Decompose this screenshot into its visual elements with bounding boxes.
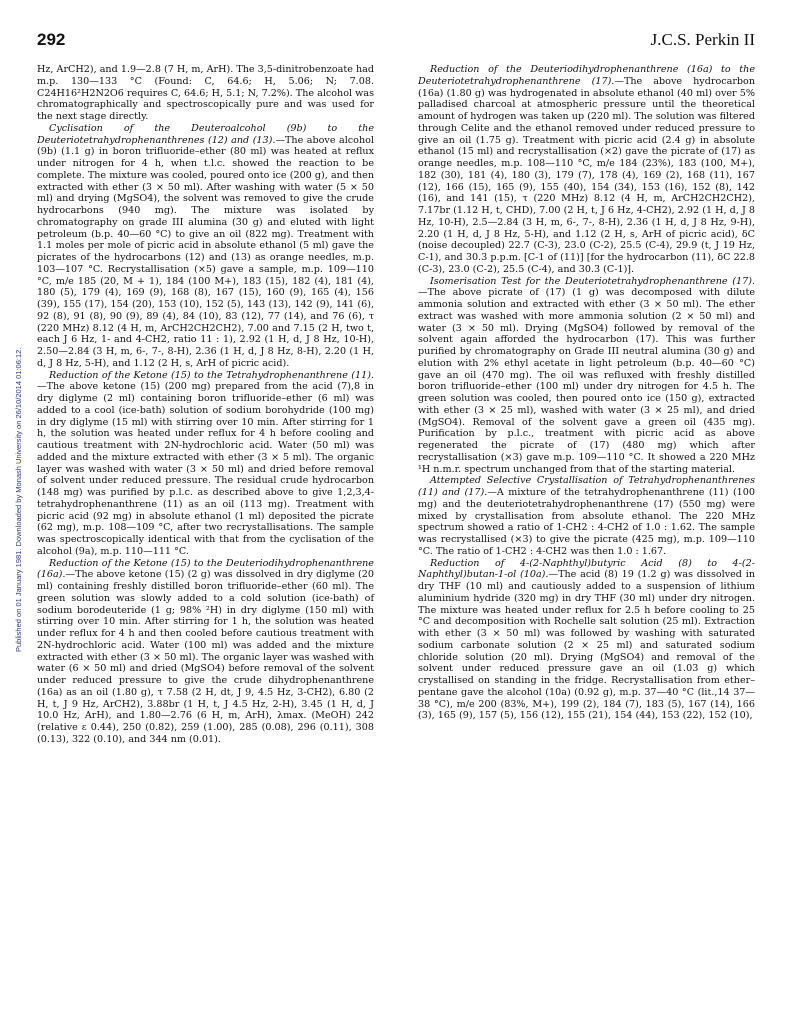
paragraph	[418, 64, 755, 276]
paragraph-heading: Reduction of the Ketone (15) to the Tetrahydrophenanthrene (11).	[49, 369, 374, 381]
paragraph	[418, 276, 755, 476]
paragraph-text: Hz, ArCH2), and 1.9—2.8 (7 H, m, ArH). The 3,5-dinitrobenzoate had m.p. 130—133 °C (Found: C, 64.6; H, 5.06; N; 7.08. C24H16²H2N2O6 requires C, 64.6; H, 5.1; N, 7.2%). The alcohol was chromatographically and spectroscopically pure and was used for the next stage directly.	[37, 64, 374, 122]
paragraph-heading: Reduction of the Ketone (15) to the Deuteriodihydrophenanthrene (16a).	[37, 557, 374, 581]
paragraph	[37, 123, 374, 370]
paragraph-heading: Isomerisation Test for the Deuteriotetrahydrophenanthrene (17).	[430, 275, 755, 287]
publication-side-note: Published on 01 January 1981. Downloaded by Monash University on 26/10/2014 01:06:12.	[14, 347, 23, 653]
paragraph-heading: Attempted Selective Crystallisation of Tetrahydrophenanthrenes (11) and (17).	[418, 475, 755, 498]
paragraph	[37, 558, 374, 746]
paragraph-text: —The acid (8) 19 (1.2 g) was dissolved in dry THF (10 ml) and cautiously added to a suspension of lithium aluminium hydride (320 mg) in dry THF (30 ml) under dry nitrogen. The mixture was heated under reflux for 2.5 h before cooling to 25 °C and decomposition with Rochelle salt solution (25 ml). Extraction with ether (3 × 50 ml) was followed by washing with saturated sodium carbonate solution (2 × 25 ml) and saturated sodium chloride solution (20 ml). Drying (MgSO4) and removal of the solvent under reduced pressure gave an oil (1.03 g) which crystallised on standing in the fridge. Recrystallisation from ether–pentane gave the alcohol (10a) (0.92 g), m.p. 37—40 °C (lit.,14 37—38 °C), m/e 200 (83%, M+), 199 (2), 184 (7), 183 (5), 167 (14), 166 (3), 165 (9), 157 (5), 156 (12), 155 (21), 154 (44), 153 (22), 152 (10),	[418, 569, 755, 722]
page-header	[37, 30, 755, 54]
paragraph-text: —The above ketone (15) (2 g) was dissolved in dry diglyme (20 ml) containing freshly distilled boron trifluoride–ether (60 ml). The green solution was slowly added to a cold solution (ice-bath) of sodium borodeuteride (1 g; 98% ²H) in dry diglyme (150 ml) with stirring over 10 min. After stirring for 1 h, the solution was heated under reflux for 4 h and then cooled before cautious treatment with 2N-hydrochloric acid. Water (100 ml) was added and the mixture extracted with ether (3 × 50 ml). The organic layer was washed with water (6 × 50 ml) and dried (MgSO4) before removal of the solvent under reduced pressure to give the crude dihydrophenanthrene (16a) as an oil (1.80 g), τ 7.58 (2 H, dt, J 9, 4.5 Hz, 3-CH2), 6.80 (2 H, t, J 9 Hz, ArCH2), 3.88br (1 H, t, J 4.5 Hz, 2-H), 3.45 (1 H, d, J 10.0 Hz, ArH), and 1.80—2.76 (6 H, m, ArH), λmax. (MeOH) 242 (relative ε 0.44), 250 (0.82), 259 (1.00), 285 (0.08), 296 (0.11), 308 (0.13), 322 (0.10), and 344 nm (0.01).	[37, 569, 374, 745]
paragraph	[418, 475, 755, 557]
left-column	[37, 64, 374, 746]
paragraph-text: —The above alcohol (9b) (1.1 g) in boron trifluoride–ether (80 ml) was heated at reflux under nitrogen for 4 h, when t.l.c. showed the reaction to be complete. The mixture was cooled, poured onto ice (200 g), and then extracted with ether (3 × 50 ml). After washing with water (5 × 50 ml) and drying (MgSO4), the solvent was removed to give the crude hydrocarbons (940 mg). The mixture was isolated by chromatography on grade III alumina (30 g) and eluted with light petroleum (b.p. 40—60 °C) to give an oil (822 mg). Treatment with 1.1 moles per mole of picric acid in absolute ethanol (5 ml) gave the picrates of the hydrocarbons (12) and (13) as orange needles, m.p. 103—107 °C. Recrystallisation (×5) gave a sample, m.p. 109—110 °C, m/e 185 (20, M + 1), 184 (100 M+), 183 (15), 182 (4), 181 (4), 180 (5), 179 (4), 169 (9), 168 (8), 167 (15), 160 (9), 165 (4), 156 (39), 155 (17), 154 (20), 153 (10), 152 (5), 143 (13), 142 (9), 141 (6), 92 (8), 91 (8), 90 (9), 89 (4), 84 (10), 83 (12), 77 (14), and 76 (6), τ (220 MHz) 8.12 (4 H, m, ArCH2CH2CH2), 7.00 and 7.15 (2 H, two t, each J 6 Hz, 1- and 4-CH2, ratio 11 : 1), 2.92 (1 H, d, J 8 Hz, 10-H), 2.50—2.84 (3 H, m, 6-, 7-, 8-H), 2.36 (1 H, d, J 8 Hz, 8-H), 2.20 (1 H, d, J 8 Hz, 5-H), and 1.12 (2 H, s, ArH of picric acid).	[37, 134, 374, 369]
paragraph-text: —The above ketone (15) (200 mg) prepared from the acid (7),8 in dry diglyme (2 ml) containing boron trifluoride–ether (6 ml) was added to a cool (ice-bath) solution of sodium borohydride (100 mg) in dry diglyme (15 ml) with stirring over 10 min. After stirring for 1 h, the solution was heated under reflux for 4 h before cooling and cautious treatment with 2N-hydrochloric acid. Water (50 ml) was added and the mixture extracted with ether (3 × 5 ml). The organic layer was washed with water (3 × 50 ml) and dried before removal of solvent under reduced pressure. The residual crude hydrocarbon (148 mg) was purified by p.l.c. as described above to give 1,2,3,4-tetrahydrophenanthrene (11) as an oil (113 mg). Treatment with picric acid (92 mg) in absolute ethanol (1 ml) deposited the picrate (62 mg), m.p. 108—109 °C, after two recrystallisations. The sample was spectroscopically identical with that from the cyclisation of the alcohol (9a), m.p. 110—111 °C.	[37, 381, 374, 557]
paragraph-text: —A mixture of the tetrahydrophenanthrene (11) (100 mg) and the deuteriotetrahydrophenanthrene (17) (550 mg) were mixed by crystallisation from absolute ethanol. The 220 MHz spectrum showed a ratio of 1-CH2 : 4-CH2 of 1.0 : 1.62. The sample was recrystallised (×3) to give the picrate (425 mg), m.p. 109—110 °C. The ratio of 1-CH2 : 4-CH2 was then 1.0 : 1.67.	[418, 487, 755, 557]
page-number: 292	[37, 30, 66, 49]
paragraph-text: —The above picrate of (17) (1 g) was decomposed with dilute ammonia solution and extracted with ether (3 × 50 ml). The ether extract was washed with more ammonia solution (2 × 50 ml) and water (3 × 50 ml). Drying (MgSO4) followed by removal of the solvent again afforded the hydrocarbon (17). This was further purified by chromatography on Grade III neutral alumina (30 g) and elution with 2% ethyl acetate in light petroleum (b.p. 40—60 °C) gave an oil (470 mg). The oil was refluxed with freshly distilled boron trifluoride–ether (100 ml) under dry nitrogen for 4.5 h. The green solution was cooled, then poured onto ice (150 g), extracted with ether (3 × 25 ml), washed with water (3 × 25 ml), and dried (MgSO4). Removal of the solvent gave a green oil (435 mg). Purification by p.l.c., treatment with picric acid as above regenerated the picrate of (17) (480 mg) which after recrystallisation (×3) gave m.p. 109—110 °C. It showed a 220 MHz ¹H n.m.r. spectrum unchanged from that of the starting material.	[418, 287, 755, 475]
paragraph	[418, 558, 755, 723]
paragraph-heading: Cyclisation of the Deuteroalcohol (9b) to the Deuteriotetrahydrophenanthrenes (12) and (13).	[37, 122, 374, 146]
right-column	[418, 64, 755, 722]
paragraph	[37, 370, 374, 558]
paragraph-text: —The above hydrocarbon (16a) (1.80 g) was hydrogenated in absolute ethanol (40 ml) over 5% palladised charcoal at atmospheric pressure until the theoretical amount of hydrogen was taken up (220 ml). The solution was filtered through Celite and the ethanol removed under reduced pressure to give an oil (1.75 g). Treatment with picric acid (2.4 g) in absolute ethanol (15 ml) and recrystallisation (×2) gave the picrate of (17) as orange needles, m.p. 108—110 °C, m/e 184 (23%), 183 (100, M+), 182 (30), 181 (4), 180 (3), 179 (7), 178 (4), 169 (2), 168 (11), 167 (12), 166 (15), 165 (9), 155 (40), 154 (34), 153 (16), 152 (8), 142 (16), and 141 (15), τ (220 MHz) 8.12 (4 H, m, ArCH2CH2CH2), 7.17br (1.12 H, t, CHD), 7.00 (2 H, t, J 6 Hz, 4-CH2), 2.92 (1 H, d, J 8 Hz, 10-H), 2.5—2.84 (3 H, m, 6-, 7-, 8-H), 2.36 (1 H, d, J 8 Hz, 9-H), 2.20 (1 H, d, J 8 Hz, 5-H), and 1.12 (2 H, s, ArH of picric acid), δC (noise decoupled) 22.7 (C-3), 23.0 (C-2), 25.5 (C-4), 29.9 (t, J 19 Hz, C-1), and 30.3 p.p.m. [C-1 of (11)] [for the hydrocarbon (11), δC 22.8 (C-3), 23.0 (C-2), 25.5 (C-4), and 30.3 (C-1)].	[418, 75, 755, 275]
paragraph-heading: Reduction of 4-(2-Naphthyl)butyric Acid (8) to 4-(2-Naphthyl)butan-1-ol (10a).	[418, 557, 755, 581]
paragraph-heading: Reduction of the Deuteriodihydrophenanthrene (16a) to the Deuteriotetrahydrophenanthrene (17).	[418, 64, 755, 87]
journal-title: J.C.S. Perkin II	[650, 30, 755, 49]
paragraph	[37, 64, 374, 123]
